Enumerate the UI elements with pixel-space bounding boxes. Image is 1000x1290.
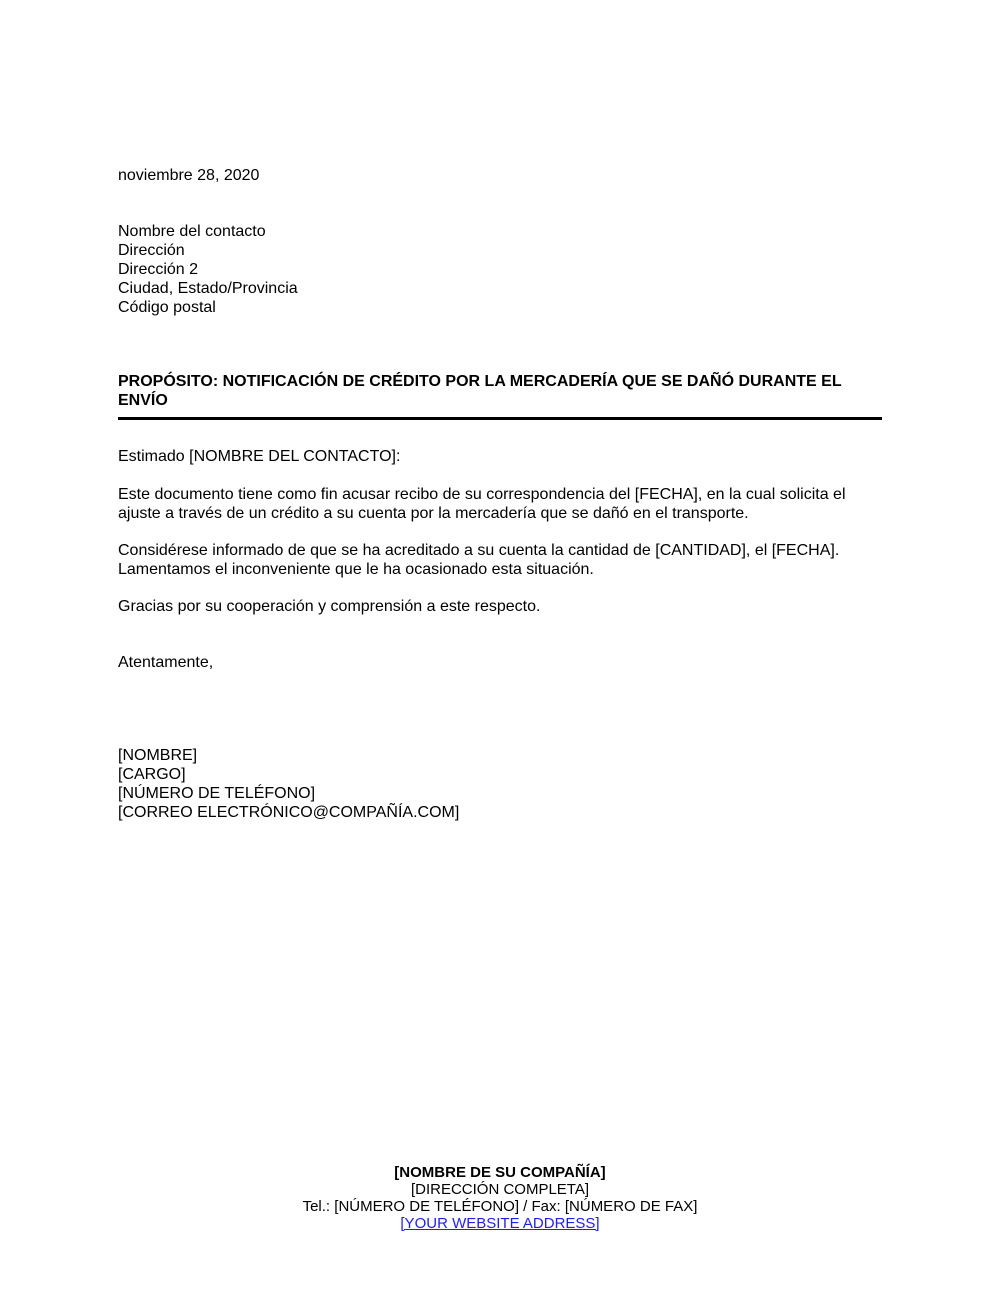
company-footer [0,1164,1000,1232]
subject-heading [118,372,888,410]
recipient-postal-code: Código postal [118,299,216,316]
paragraph-line: ajuste a través de un crédito a su cuenta por la mercadería que se dañó en el transporte. [118,505,749,522]
signature-block [118,746,459,822]
paragraph-line: Considérese informado de que se ha acreditado a su cuenta la cantidad de [CANTIDAD], el [FECHA]. [118,542,840,559]
footer-address: [DIRECCIÓN COMPLETA] [410,1181,590,1198]
signature-name: [NOMBRE] [118,747,198,764]
paragraph-line: Este documento tiene como fin acusar recibo de su correspondencia del [FECHA], en la cual solicita el [118,486,846,503]
signature-phone: [NÚMERO DE TELÉFONO] [118,785,316,802]
recipient-address-line-1: Dirección [118,242,185,259]
recipient-city-state: Ciudad, Estado/Provincia [118,280,298,297]
footer-website-link[interactable]: [YOUR WEBSITE ADDRESS] [400,1215,600,1232]
letter-date: noviembre 28, 2020 [118,167,260,184]
paragraph-line: Lamentamos el inconveniente que le ha ocasionado esta situación. [118,561,594,578]
subject-divider [118,417,882,420]
footer-company-name: [NOMBRE DE SU COMPAÑÍA] [394,1164,606,1181]
signature-title: [CARGO] [118,766,186,783]
subject-line-1: PROPÓSITO: NOTIFICACIÓN DE CRÉDITO POR LA MERCADERÍA QUE SE DAÑÓ DURANTE EL [118,373,842,390]
recipient-name: Nombre del contacto [118,223,266,240]
recipient-address [118,222,298,317]
signature-email: [CORREO ELECTRÓNICO@COMPAÑÍA.COM] [118,804,460,821]
body-paragraph-3 [118,597,888,616]
footer-contact: Tel.: [NÚMERO DE TELÉFONO] / Fax: [NÚMERO DE FAX] [302,1198,698,1215]
salutation: Estimado [NOMBRE DEL CONTACTO]: [118,448,401,465]
recipient-address-line-2: Dirección 2 [118,261,199,278]
body-paragraph-2 [118,541,888,579]
body-paragraph-1 [118,485,888,523]
closing: Atentamente, [118,654,214,671]
subject-line-2: ENVÍO [118,392,168,409]
paragraph-line: Gracias por su cooperación y comprensión a este respecto. [118,598,541,615]
